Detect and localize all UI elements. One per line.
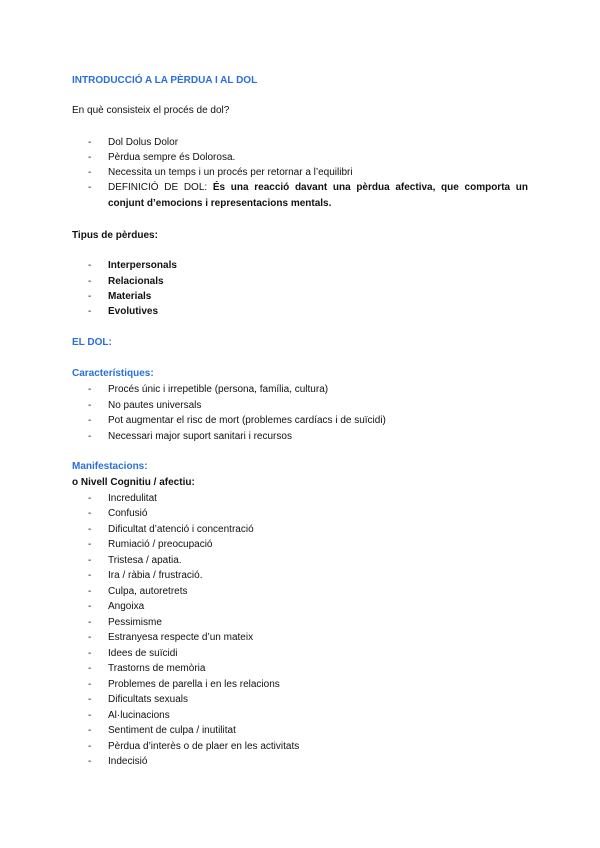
list-bullet: - [88, 679, 92, 690]
list-bullet: - [88, 586, 92, 597]
list-item: Estranyesa respecte d’un mateix [108, 632, 254, 643]
list-bullet: - [88, 291, 92, 302]
list-bullet: - [88, 384, 92, 395]
manifestations-heading: Manifestacions: [72, 461, 148, 472]
list-item: Necessari major suport sanitari i recursos [108, 431, 292, 442]
list-bullet: - [88, 632, 92, 643]
list-bullet: - [88, 617, 92, 628]
list-bullet: - [88, 493, 92, 504]
list-item: Necessita un temps i un procés per retornar a l’equilibri [108, 167, 353, 178]
cognitive-heading: o Nivell Cognitiu / afectiu: [72, 477, 195, 488]
list-item: Problemes de parella i en les relacions [108, 679, 280, 690]
list-bullet: - [88, 539, 92, 550]
list-bullet: - [88, 570, 92, 581]
list-item: Pessimisme [108, 617, 162, 628]
list-item: Angoixa [108, 601, 145, 612]
list-item: Al·lucinacions [108, 710, 170, 721]
list-bullet: - [88, 524, 92, 535]
list-bullet: - [88, 167, 92, 178]
list-item: Ira / ràbia / frustració. [108, 570, 203, 581]
list-bullet: - [88, 663, 92, 674]
list-item: Tristesa / apatia. [108, 555, 182, 566]
list-bullet: - [88, 756, 92, 767]
list-item: Incredulitat [108, 493, 157, 504]
list-item: Relacionals [108, 276, 164, 287]
list-item: Materials [108, 291, 152, 302]
list-bullet: - [88, 648, 92, 659]
definition-item [108, 180, 528, 211]
list-bullet: - [88, 306, 92, 317]
list-bullet: - [88, 260, 92, 271]
list-bullet: - [88, 741, 92, 752]
definition-text: És una reacció davant una pèrdua afectiva, que comporta un conjunt d’emocions i representacions mentals. [108, 182, 528, 209]
list-bullet: - [88, 400, 92, 411]
list-item: Dol Dolus Dolor [108, 137, 179, 148]
list-item: Dificultat d’atenció i concentració [108, 524, 254, 535]
types-heading: Tipus de pèrdues: [72, 230, 158, 241]
list-bullet: - [88, 508, 92, 519]
list-bullet: - [88, 710, 92, 721]
list-bullet: - [88, 182, 92, 193]
characteristics-heading: Característiques: [72, 368, 154, 379]
page-title: INTRODUCCIÓ A LA PÈRDUA I AL DOL [72, 75, 258, 86]
list-item: Procés únic i irrepetible (persona, família, cultura) [108, 384, 329, 395]
list-bullet: - [88, 725, 92, 736]
list-item: Culpa, autoretrets [108, 586, 188, 597]
list-bullet: - [88, 694, 92, 705]
list-item: Sentiment de culpa / inutilitat [108, 725, 236, 736]
list-item: Interpersonals [108, 260, 177, 271]
question: En què consisteix el procés de dol? [72, 105, 230, 116]
list-bullet: - [88, 601, 92, 612]
list-bullet: - [88, 431, 92, 442]
list-bullet: - [88, 415, 92, 426]
list-bullet: - [88, 276, 92, 287]
list-item: Rumiació / preocupació [108, 539, 213, 550]
list-item: Trastorns de memòria [108, 663, 206, 674]
list-item: Pot augmentar el risc de mort (problemes cardíacs i de suïcidi) [108, 415, 386, 426]
dol-heading: EL DOL: [72, 337, 112, 348]
list-item: Dificultats sexuals [108, 694, 189, 705]
list-bullet: - [88, 555, 92, 566]
list-item: Idees de suïcidi [108, 648, 178, 659]
list-item: Confusió [108, 508, 148, 519]
list-item: Evolutives [108, 306, 159, 317]
list-bullet: - [88, 137, 92, 148]
list-item: Pèrdua sempre és Dolorosa. [108, 152, 236, 163]
definition-label: DEFINICIÓ DE DOL: [108, 182, 208, 193]
list-item: No pautes universals [108, 400, 202, 411]
list-item: Indecisió [108, 756, 148, 767]
list-item: Pèrdua d’interès o de plaer en les activitats [108, 741, 300, 752]
list-bullet: - [88, 152, 92, 163]
